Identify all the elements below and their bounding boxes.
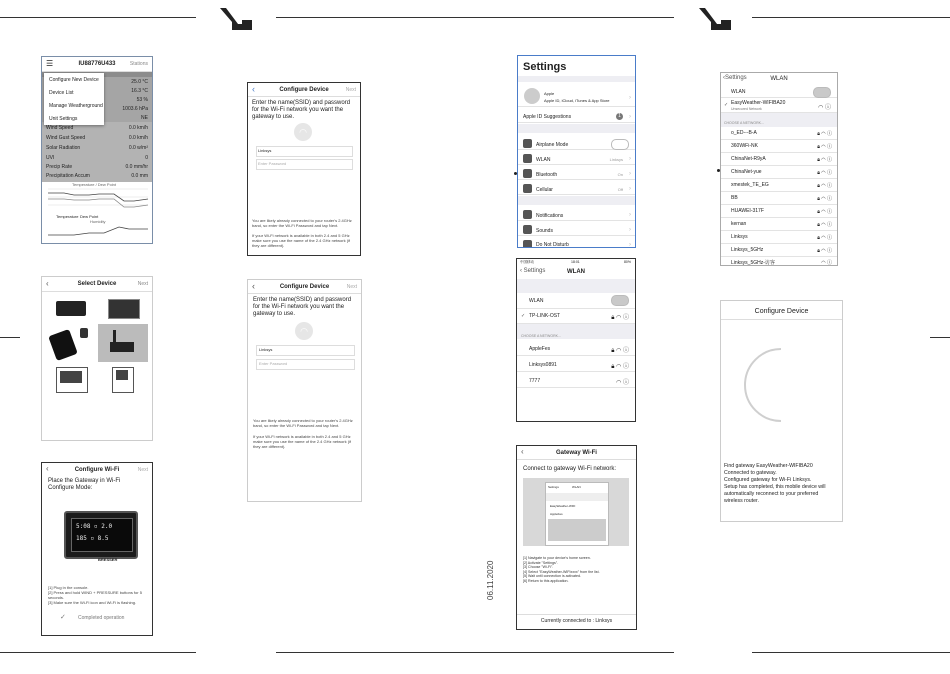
top-rule-left [0,17,196,18]
menu-item-unit-settings[interactable]: Unit Settings [49,116,78,122]
lock-wifi-info-icon: 🔒︎ ◠ ⓘ [817,144,832,150]
check-icon: ✓ [60,614,66,621]
network-item[interactable]: BB [731,195,738,201]
row-value: 0 [145,155,148,161]
back-icon[interactable]: ‹ [46,279,49,288]
main-menu [44,73,104,125]
choose-network-label: CHOOSE A NETWORK... [521,334,561,338]
lock-wifi-info-icon: 🔒︎ ◠ ⓘ [817,170,832,176]
wlan-label: WLAN [529,298,544,304]
side-value: 16.3 °C [131,88,148,94]
ios-settings-screen: Settings Apple Apple ID, iCloud, iTunes & App Store › Apple ID Suggestions 1 › Airplane Mode WLAN Linksys › Bluetooth On › Cellular Off › Notifications › Sounds › Do Not Disturb › [517,55,636,248]
menu-item-device-list[interactable]: Device List [49,90,74,96]
back-icon[interactable]: ‹ [252,281,255,291]
currently-connected: Currently connected to : Linksys [540,618,613,624]
network-item[interactable]: 360WiFi-NK [731,143,758,149]
back-settings[interactable]: ‹Settings [723,75,747,81]
bottom-rule-left [0,652,196,653]
network-item[interactable]: Linksys0891 [529,362,557,368]
select-device-screen [41,276,153,441]
dashboard-title: IU88776U433 [78,61,116,67]
connected-network[interactable]: EasyWeather-WIFIBA20 [731,100,786,106]
ssid-field[interactable]: Linksys [259,347,273,352]
row-label: Wind Speed [46,125,74,131]
do-not-disturb-icon [523,240,532,248]
row-value: 0.0 km/h [128,135,148,141]
settings-item-value: Off [617,187,623,192]
lock-wifi-info-icon: 🔒︎ ◠ ⓘ [817,248,832,254]
side-value: NE [141,115,148,121]
settings-item-label[interactable]: Bluetooth [536,172,558,178]
back-icon[interactable]: ‹ [46,464,49,473]
account-name: Apple [544,91,555,96]
configure-wifi-screen [41,462,153,636]
bluetooth-icon [523,169,532,178]
status-time: 18:01 [571,260,580,264]
gateway-wifi-screen [516,445,637,630]
settings-item-value: On [617,172,623,177]
wifi-info-icon: ◠ ⓘ [616,380,629,386]
wlan-screen-small [516,258,636,422]
check-icon: ✓ [521,313,526,319]
network-item[interactable]: kernan [731,221,747,227]
configure-device-screen-2 [247,279,362,502]
row-label: Precip Rate [46,164,73,170]
wlan-icon [523,154,532,163]
network-item[interactable]: Linksys [731,234,748,240]
settings-item-label[interactable]: Sounds [536,228,553,234]
settings-title: Settings [523,61,567,73]
wifi-info-icon: ◠ ⓘ [818,105,831,111]
network-item[interactable]: AppleFes [529,346,551,352]
check-icon: ✓ [724,102,729,108]
lock-wifi-info-icon: 🔒︎ ◠ ⓘ [817,222,832,228]
status-battery: 80% [623,260,631,264]
back-icon[interactable]: ‹ [521,447,524,456]
wifi-icon: ◠ [294,123,312,141]
network-item[interactable]: 7777 [529,378,541,384]
temperature-chart [44,187,150,217]
wlan-title: WLAN [770,76,788,82]
configure-device-title: Configure Device [279,87,329,93]
gateway-wifi-title: Gateway Wi-Fi [556,450,597,456]
apple-id-suggestions[interactable]: Apple ID Suggestions [523,114,572,120]
status-carrier: 中国移动 [520,260,534,264]
gateway-instruction-image: Settings WLAN EasyWeather-WIFI AppleFes [523,478,629,546]
configure-device-title: Configure Device [279,284,330,290]
row-value: 0.0 w/m² [128,145,148,151]
lock-wifi-info-icon: 🔒︎ ◠ ⓘ [817,183,832,189]
suggestions-badge: 1 [616,113,623,120]
row-label: Solar Radiation [46,145,81,151]
legend-dewpoint: Dew Point [80,214,99,219]
notifications-icon [523,210,532,219]
top-rule-center [276,17,674,18]
bottom-rule-right [752,652,950,653]
lock-wifi-info-icon: 🔒︎ ◠ ⓘ [817,209,832,215]
configure-wifi-title: Configure Wi-Fi [74,467,120,473]
settings-item-label[interactable]: Airplane Mode [536,142,569,148]
configure-device-screen-3 [720,300,843,522]
ssid-field[interactable]: Linksys [258,148,272,153]
date-stamp: 06.11.2020 [486,560,495,600]
configure-device-title: Configure Device [754,308,809,315]
select-device-title: Select Device [77,281,117,287]
device-option[interactable] [46,324,96,362]
configure-status: Find gateway EasyWeather-WIFIBA20 Connected to gateway. Configured gateway for Wi-Fi Linksys. Setup has completed, this mobile device will automatically reconnect to your preferred wireless router. [724,463,826,504]
device-option[interactable] [98,365,148,395]
side-mark-left [0,337,20,338]
lock-wifi-info-icon: 🔒︎ ◠ ⓘ [817,157,832,163]
progress-spinner [741,345,821,425]
network-item[interactable]: Linksys_5GHz-访客 [731,260,775,266]
menu-icon[interactable]: ☰ [46,59,54,68]
next-button[interactable]: Next [137,281,148,287]
avatar[interactable] [524,88,540,104]
airplane-icon [523,139,532,148]
configure-wifi-heading: Place the Gateway in Wi-Fi Configure Mode: [48,478,121,491]
next-button[interactable]: Next [346,284,357,290]
device-option[interactable] [46,295,96,321]
note-1: You are likely already connected to your router's 2.4GHz band, so enter the Wi-Fi Password and tap Next. [253,418,353,428]
lock-wifi-info-icon: 🔒︎ ◠ ⓘ [817,196,832,202]
row-label: Precipitation Accum [46,173,90,179]
gateway-steps: [1] Navigate to your device's home screen. [2] Activate "Settings". [3] Choose "Wi-Fi". [4] Select "EasyWeather-WIFIxxxx" from the list. [5] Wait until connection is activated. [6] Return to this application. [523,556,600,583]
configure-device-screen-1 [247,82,361,256]
choose-network-label: CHOOSE A NETWORK... [724,121,764,125]
wlan-title: WLAN [567,269,585,275]
wlan-label: WLAN [731,89,746,95]
lock-wifi-info-icon: 🔒︎ ◠ ⓘ [817,235,832,241]
chart-title: Temperature / Dew Point [72,182,117,187]
bottom-rule-center [276,652,674,653]
device-option[interactable] [98,295,148,321]
row-value: 0.0 km/h [128,125,148,131]
password-field[interactable]: Enter Password [259,361,288,366]
network-item[interactable]: ChinaNet-yue [731,169,762,175]
legend-temperature: Temperature [56,214,79,219]
back-icon[interactable]: ‹ [252,84,255,94]
connected-network[interactable]: TP-LINK-OST [529,313,561,319]
lock-wifi-info-icon: 🔒︎ ◠ ⓘ [817,131,832,137]
gateway-heading: Connect to gateway Wi-Fi network: [523,466,617,472]
brand-logo-icon [697,6,733,32]
menu-item-weatherground[interactable]: Manage Weatherground [49,103,103,109]
settings-item-value: Linksys [609,157,623,162]
network-item[interactable]: HUAWEI-317F [731,208,764,214]
note-2: If your Wi-Fi network is available in both 2.4 and 5 GHz make sure you use the name of the 2.4 GHz network (if they are different). [253,434,352,449]
network-item[interactable]: xmestek_TE_EG [731,182,769,188]
top-rule-right [752,17,950,18]
completed-operation[interactable]: Completed operation [78,615,125,621]
console-brand: BRESSER [98,557,118,562]
wifi-icon: ◠ [295,322,313,340]
next-button[interactable]: Next [345,87,356,93]
device-option-selected[interactable] [98,324,148,362]
next-button[interactable]: Next [137,467,148,473]
settings-item-label[interactable]: WLAN [536,157,551,163]
side-value: 53 % [136,97,148,103]
brand-logo-icon [218,6,254,32]
back-settings[interactable]: ‹ Settings [520,268,546,274]
wlan-toggle[interactable] [813,87,831,98]
airplane-toggle[interactable] [611,139,629,150]
network-item[interactable]: ChinaNet-R9yA [731,156,766,162]
configure-device-heading: Enter the name(SSID) and password for the Wi-Fi network you want the gateway to use. [252,100,351,120]
settings-item-label[interactable]: Notifications [536,213,564,219]
side-value: 25.0 °C [131,79,148,85]
humidity-chart [44,223,150,241]
network-item[interactable]: o_ED---B-A [731,130,757,136]
wlan-toggle[interactable] [611,295,629,306]
settings-item-label[interactable]: Do Not Disturb [536,242,569,248]
note-2: If your Wi-Fi network is available in both 2.4 and 5 GHz make sure you use the name of the 2.4 GHz network (if they are different). [252,233,351,248]
menu-item-configure[interactable]: Configure New Device [49,77,99,83]
side-mark-right [930,337,950,338]
lock-wifi-info-icon: 🔒︎ ◠ ⓘ [611,315,629,321]
chart2-title: Humidity [90,219,106,224]
wifi-info-icon: ◠ ⓘ [821,260,832,266]
steps-list: [1] Plug in the console. [2] Press and hold WIND + PRESSURE buttons for 5 seconds. [3] Make sure the Wi-Fi icon and Wi-Fi is flashing. [48,585,142,605]
settings-item-label[interactable]: Cellular [536,187,553,193]
side-value: 1003.6 hPa [122,106,148,112]
wlan-screen-right [720,72,838,266]
sounds-icon [523,225,532,234]
row-label: UVI [46,155,55,161]
account-sub: Apple ID, iCloud, iTunes & App Store [544,98,610,103]
console-image: 5:08 ▫ 2.0 185 ▫ 8.5 [64,511,138,559]
configure-device-heading: Enter the name(SSID) and password for the Wi-Fi network you want the gateway to use. [253,297,352,317]
row-value: 0.0 mm/hr [125,164,148,170]
password-field[interactable]: Enter Password [258,161,287,166]
lock-wifi-info-icon: 🔒︎ ◠ ⓘ [611,348,629,354]
cellular-icon [523,184,532,193]
stations-link[interactable]: Stations [129,61,148,67]
note-1: You are likely already connected to your router's 2.4GHz band, so enter the Wi-Fi Password and tap Next. [252,218,352,228]
dashboard-screen [41,56,153,244]
connected-sub: Unsecured Network [731,107,762,111]
row-value: 0.0 mm [131,173,148,179]
lock-wifi-info-icon: 🔒︎ ◠ ⓘ [611,364,629,370]
network-item[interactable]: Linksys_5GHz [731,247,764,253]
row-label: Wind Gust Speed [46,135,86,141]
device-option[interactable] [46,365,96,395]
